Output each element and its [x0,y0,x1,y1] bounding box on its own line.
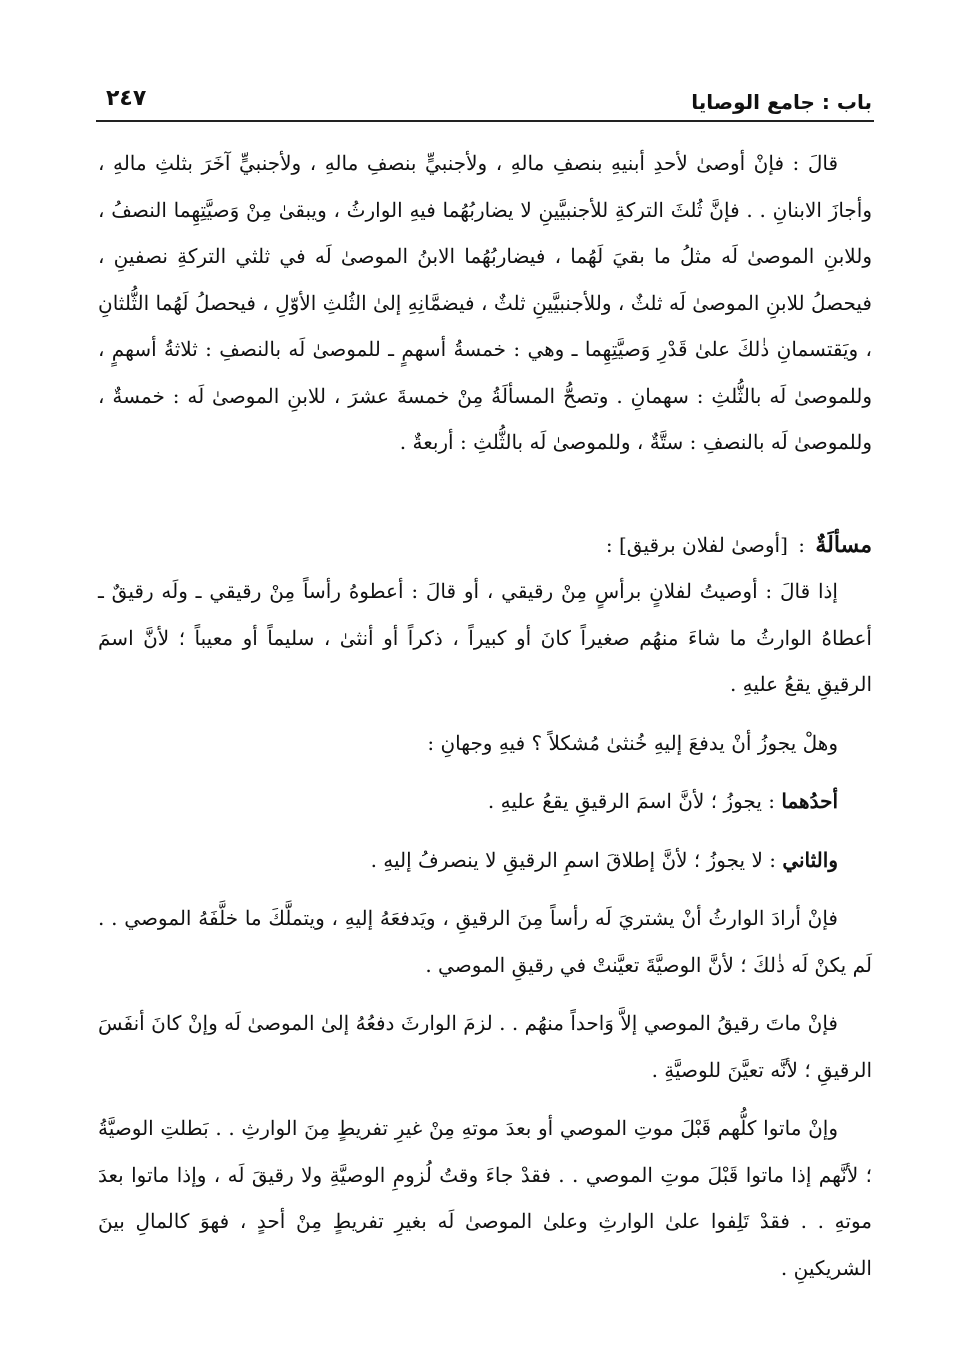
issue-separator: : [798,532,806,557]
first-view-text: : يجوزُ ؛ لأنَّ اسمَ الرقيقِ يقعُ عليهِ . [487,789,782,813]
second-view-text: : لا يجوزُ ؛ لأنَّ إطلاقَ اسمِ الرقيقِ لا ينصرفُ إليهِ . [370,847,783,872]
issue-heading [98,522,872,569]
paragraph-heir-purchase: فإنْ أرادَ الوارثُ أنْ يشتريَ لَه رأساً مِنَ الرقيقِ ، ويَدفعَهُ إليهِ ، ويتملَّكَ ما خلَّفَهُ الموصي . . لَم يكنْ لَه ذٰلكَ ؛ لأنَّ الوصيَّةَ تعيَّنتْ في رقيقِ الموصي . [98,906,872,977]
issue-topic: [أوصىٰ لفلان برقيق] : [605,532,788,557]
page-number: ٢٤٧ [106,86,147,111]
first-view-label: أحدُهما [781,789,838,813]
paragraph-one-remaining: فإنْ ماتَ رقيقُ الموصي إلاَّ وَاحداً منهُم . . لزمَ الوارثَ دفعُهُ إلىٰ الموصىٰ لَه وإنْ كانَ أنفَسَ الرقيقِ ؛ لأنَّه تعيَّنَ للوصيَّةِ . [98,1011,872,1082]
paragraph-will-two-sons: قالَ : فإنْ أوصىٰ لأحدِ أبنيهِ بنصفِ مالهِ ، ولأجنبيٍّ بنصفِ مالهِ ، ولأجنبيٍّ آخَرَ بثلثِ مالهِ ، وأجازَ الابنانِ . . فإنَّ ثُلثَ التركةِ للأجنبيَّينِ لا يضاربُهُما فيهِ الوارثُ ، ويبقىٰ مِنْ وَصيَّتِهِما النصفُ ، وللابنِ الموصىٰ لَه مثلُ ما بقيَ لَهُما ، فيضاربُهُما الابنُ الموصىٰ لَه في ثلثي التركةِ نصفينِ ، فيحصلُ للابنِ الموصىٰ لَه ثلثٌ ، وللأجنبيَّينِ ثلثٌ ، فيضمَّانِهِ إلىٰ الثُلثِ الأوّلِ ، فيحصلُ لَهُما الثُّلثانِ ، ويَقتسمانِ ذٰلكَ علىٰ قَدْرِ وَصيَّتِهِما ـ وهي : خمسةُ أسهمٍ ـ للموصىٰ لَه بالنصفِ : ثلاثةُ أسهمٍ ، وللموصىٰ لَه بالثُّلثِ : سهمانِ . وتصحُّ المسألَةُ مِنْ خمسةَ عشرَ ، للابنِ الموصىٰ لَه : خمسةٌ ، وللموصىٰ لَه بالنصفِ : ستَّةٌ ، وللموصىٰ لَه بالثُّلثِ : أربعةٌ . [98,151,873,454]
paragraph-all-died: وإنْ ماتوا كلُّهم قَبْلَ موتِ الموصي أو بعدَ موتهِ مِنْ غيرِ تفريطٍ مِنَ الوارثِ . . بَطلتِ الوصيَّةُ ؛ لأنَّهم إذا ماتوا قَبْلَ موتِ الموصي . . فقدْ جاءَ وقتُ لُزومِ الوصيَّةِ ولا رقيقَ لَه ، وإذا ماتوا بعدَ موتهِ . . فقدْ تَلِفوا علىٰ الوارثِ وعلىٰ الموصىٰ لَه بغيرِ تفريطٍ مِنْ أحدٍ ، فهوَ كالمالِ بينَ الشريكينِ . [98,1116,872,1280]
page-body [98,140,872,1291]
paragraph-slave-bequest: إذا قالَ : أوصيتُ لفلانٍ برأسٍ مِنْ رقيقي ، أو قالَ : أعطوهُ رأساً مِنْ رقيقي ـ ولَه رقيقٌ ـ أعطاهُ الوارثُ ما شاءَ منهُم صغيراً كانَ أو كبيراً ، ذكراً أو أنثىٰ ، سليماً أو معيباً ؛ لأنَّ اسمَ الرقيقِ يقعُ عليهِ . [98,579,872,696]
paragraph-second-view [98,837,872,884]
running-title: باب : جامع الوصايا [691,90,872,114]
page-header [96,84,874,122]
second-view-label: والثاني [782,847,838,872]
paragraph-first-view [98,778,872,825]
paragraph-question: وهلْ يجوزُ أنْ يدفعَ إليهِ خُنثىٰ مُشكلاً ؟ فيهِ وجهانِ : [427,730,838,755]
issue-label: مسألَةٌ [815,531,872,558]
